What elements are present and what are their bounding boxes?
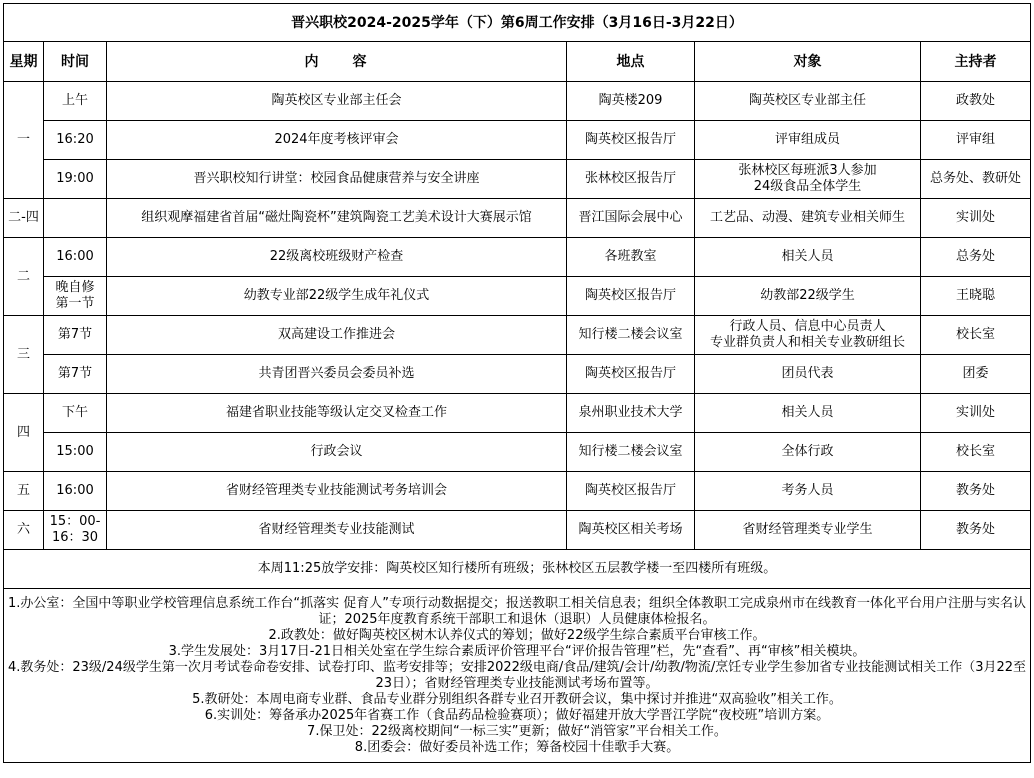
host-cell: 总务处、教研处 [921,160,1031,199]
host-cell: 团委 [921,355,1031,394]
notes-cell [4,589,1031,763]
target-cell: 评审组成员 [695,121,921,160]
place-cell: 陶英楼209 [567,82,695,121]
target-cell: 全体行政 [695,433,921,472]
table-row [4,160,1031,199]
table-row [4,472,1031,511]
header-row [4,42,1031,82]
note-item: 4.教务处：23级/24级学生第一次月考试卷命卷安排、试卷打印、监考安排等；安排2022级电商/食品/建筑/会计/幼教/物流/烹饪专业学生参加省专业技能测试相关工作（3月22至23日）；省财经管理类专业技能测试考场布置等。 [7,659,1027,691]
note-item: 1.办公室：全国中等职业学校管理信息系统工作台“抓落实 促育人”专项行动数据提交；报送教职工相关信息表；组织全体教职工完成泉州市在线教育一体化平台用户注册与实名认证；2025年度教育系统干部职工和退休（退职）人员健康体检报名。 [7,595,1026,627]
target-cell: 相关人员 [695,238,921,277]
day-cell: 四 [4,394,44,472]
content-cell: 共青团晋兴委员会委员补选 [107,355,567,394]
day-cell: 二 [4,238,44,316]
table-row [4,82,1031,121]
place-cell: 陶英校区报告厅 [567,121,695,160]
table-row [4,394,1031,433]
day-cell: 三 [4,316,44,394]
day-cell: 六 [4,511,44,550]
col-header-time: 时间 [44,42,107,82]
target-cell: 考务人员 [695,472,921,511]
content-cell: 组织观摩福建省首届“磁灶陶瓷杯”建筑陶瓷工艺美术设计大赛展示馆 [107,199,567,238]
table-row [4,511,1031,550]
table-row [4,121,1031,160]
time-cell: 15：00- 16：30 [44,511,107,550]
time-cell: 16:00 [44,238,107,277]
place-cell: 晋江国际会展中心 [567,199,695,238]
time-cell: 第7节 [44,355,107,394]
content-cell: 陶英校区专业部主任会 [107,82,567,121]
host-cell: 校长室 [921,433,1031,472]
place-cell: 知行楼二楼会议室 [567,433,695,472]
place-cell: 知行楼二楼会议室 [567,316,695,355]
place-cell: 陶英校区报告厅 [567,355,695,394]
target-cell: 省财经管理类专业学生 [695,511,921,550]
host-cell: 校长室 [921,316,1031,355]
time-cell: 15:00 [44,433,107,472]
place-cell: 陶英校区报告厅 [567,472,695,511]
target-cell: 张林校区每班派3人参加 24级食品全体学生 [695,160,921,199]
content-cell: 幼教专业部22级学生成年礼仪式 [107,277,567,316]
place-cell: 张林校区报告厅 [567,160,695,199]
time-cell: 19:00 [44,160,107,199]
target-cell: 陶英校区专业部主任 [695,82,921,121]
target-cell: 幼教部22级学生 [695,277,921,316]
note-item: 5.教研处：本周电商专业群、食品专业群分别组织各群专业召开教研会议，集中探讨并推进“双高验收”相关工作。 [192,691,842,707]
col-header-target: 对象 [695,42,921,82]
day-cell: 二-四 [4,199,44,238]
day-cell: 五 [4,472,44,511]
col-header-content: 内 容 [107,42,567,82]
host-cell: 政教处 [921,82,1031,121]
schedule-table [3,3,1031,763]
place-cell: 陶英校区相关考场 [567,511,695,550]
table-row [4,199,1031,238]
col-header-host: 主持者 [921,42,1031,82]
content-cell: 双高建设工作推进会 [107,316,567,355]
target-cell: 行政人员、信息中心员责人 专业群负责人和相关专业教研组长 [695,316,921,355]
time-cell [44,199,107,238]
target-cell: 相关人员 [695,394,921,433]
table-row [4,433,1031,472]
host-cell: 总务处 [921,238,1031,277]
content-cell: 2024年度考核评审会 [107,121,567,160]
time-cell: 晚自修 第一节 [44,277,107,316]
col-header-place: 地点 [567,42,695,82]
page-title: 晋兴职校2024-2025学年（下）第6周工作安排（3月16日-3月22日） [4,4,1031,42]
table-row [4,355,1031,394]
host-cell: 评审组 [921,121,1031,160]
place-cell: 泉州职业技术大学 [567,394,695,433]
note-item: 3.学生发展处：3月17日-21日相关处室在学生综合素质评价管理平台“评价报告管理”栏，先“查看”、再“审核”相关模块。 [168,643,866,659]
note-item: 7.保卫处：22级离校期间“一标三实”更新；做好“消管家”平台相关工作。 [307,723,727,739]
col-header-day: 星期 [4,42,44,82]
host-cell: 实训处 [921,394,1031,433]
content-cell: 省财经管理类专业技能测试 [107,511,567,550]
table-row [4,238,1031,277]
arrangement-row [4,550,1031,589]
title-row [4,4,1031,42]
table-row [4,316,1031,355]
time-cell: 上午 [44,82,107,121]
time-cell: 第7节 [44,316,107,355]
content-cell: 22级离校班级财产检查 [107,238,567,277]
note-item: 2.政教处：做好陶英校区树木认养仪式的筹划；做好22级学生综合素质平台审核工作。 [268,627,766,643]
note-item: 8.团委会：做好委员补选工作；筹备校园十佳歌手大赛。 [354,739,680,755]
host-cell: 王晓聪 [921,277,1031,316]
target-cell: 工艺品、动漫、建筑专业相关师生 [695,199,921,238]
time-cell: 16:00 [44,472,107,511]
time-cell: 下午 [44,394,107,433]
dismissal-arrangement: 本周11:25放学安排：陶英校区知行楼所有班级；张林校区五层教学楼一至四楼所有班级。 [4,550,1031,589]
place-cell: 各班教室 [567,238,695,277]
time-cell: 16:20 [44,121,107,160]
host-cell: 教务处 [921,511,1031,550]
note-item: 6.实训处：筹备承办2025年省赛工作（食品药品检验赛项）；做好福建开放大学晋江学院“夜校班”培训方案。 [204,707,830,723]
target-cell: 团员代表 [695,355,921,394]
host-cell: 教务处 [921,472,1031,511]
day-cell: 一 [4,82,44,199]
content-cell: 省财经管理类专业技能测试考务培训会 [107,472,567,511]
host-cell: 实训处 [921,199,1031,238]
place-cell: 陶英校区报告厅 [567,277,695,316]
content-cell: 福建省职业技能等级认定交叉检查工作 [107,394,567,433]
content-cell: 晋兴职校知行讲堂：校园食品健康营养与安全讲座 [107,160,567,199]
notes-row [4,589,1031,763]
content-cell: 行政会议 [107,433,567,472]
table-row [4,277,1031,316]
